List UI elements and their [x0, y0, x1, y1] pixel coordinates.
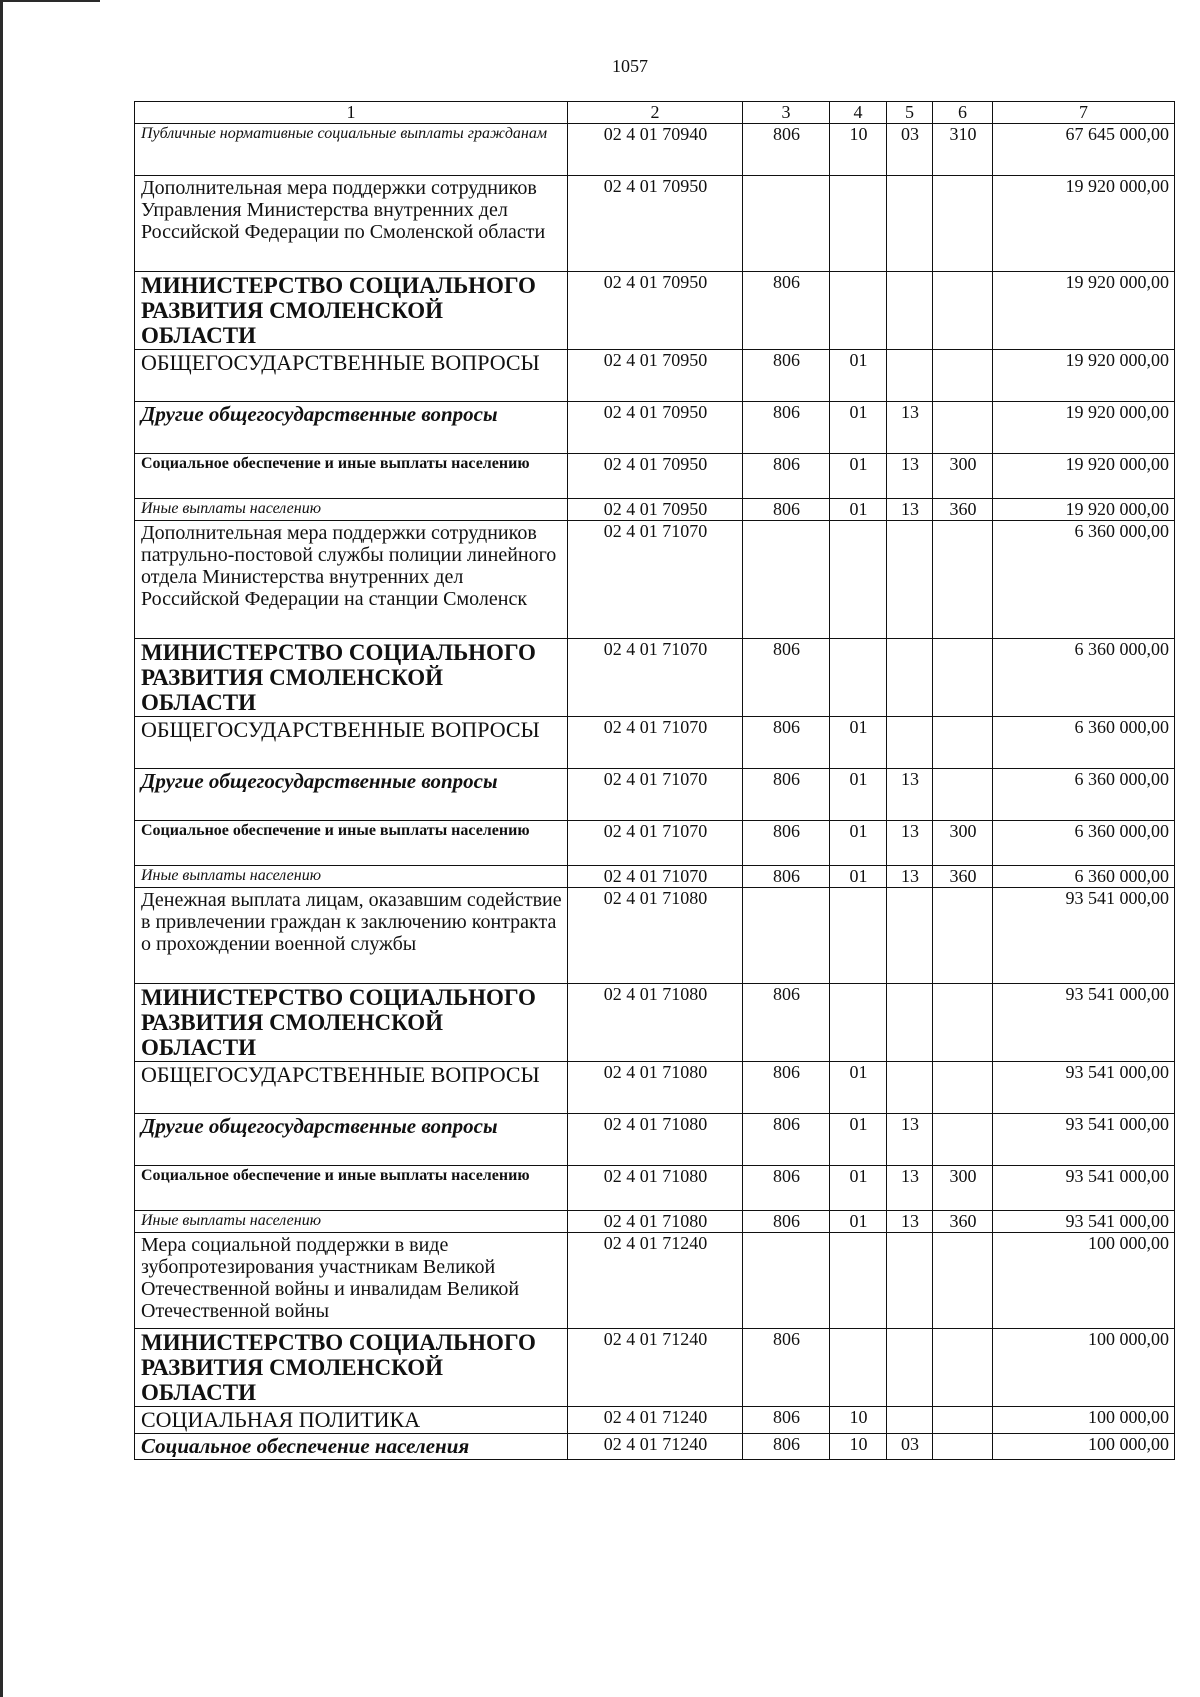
cell-name: МИНИСТЕРСТВО СОЦИАЛЬНОГО РАЗВИТИЯ СМОЛЕНСКОЙ ОБЛАСТИ — [135, 983, 568, 1061]
cell-name: ОБЩЕГОСУДАРСТВЕННЫЕ ВОПРОСЫ — [135, 1061, 568, 1113]
table-row — [135, 768, 1175, 820]
cell-target-code: 02 4 01 71240 — [568, 1232, 743, 1328]
cell-target-code: 02 4 01 71080 — [568, 1210, 743, 1232]
cell-expense-type — [933, 638, 993, 716]
cell-grbs: 806 — [743, 1165, 830, 1210]
cell-name: Другие общегосударственные вопросы — [135, 1113, 568, 1165]
cell-subsection: 03 — [887, 123, 933, 175]
cell-section — [830, 520, 887, 638]
cell-target-code: 02 4 01 70950 — [568, 349, 743, 401]
cell-target-code: 02 4 01 71240 — [568, 1433, 743, 1459]
cell-section: 10 — [830, 1406, 887, 1433]
cell-grbs — [743, 175, 830, 271]
table-row — [135, 1113, 1175, 1165]
cell-section — [830, 175, 887, 271]
cell-sum: 93 541 000,00 — [993, 1165, 1175, 1210]
cell-sum: 6 360 000,00 — [993, 716, 1175, 768]
cell-section: 01 — [830, 401, 887, 453]
cell-target-code: 02 4 01 71080 — [568, 887, 743, 983]
cell-section — [830, 271, 887, 349]
cell-section — [830, 1328, 887, 1406]
cell-target-code: 02 4 01 70950 — [568, 453, 743, 498]
cell-section: 01 — [830, 349, 887, 401]
header-col-sum: 7 — [993, 102, 1175, 124]
cell-grbs — [743, 887, 830, 983]
table-row — [135, 983, 1175, 1061]
cell-expense-type: 300 — [933, 820, 993, 865]
cell-target-code: 02 4 01 71070 — [568, 820, 743, 865]
cell-subsection: 13 — [887, 1113, 933, 1165]
cell-name: МИНИСТЕРСТВО СОЦИАЛЬНОГО РАЗВИТИЯ СМОЛЕНСКОЙ ОБЛАСТИ — [135, 1328, 568, 1406]
cell-section: 01 — [830, 1165, 887, 1210]
cell-expense-type — [933, 401, 993, 453]
cell-subsection — [887, 175, 933, 271]
cell-grbs: 806 — [743, 1061, 830, 1113]
cell-subsection: 13 — [887, 1210, 933, 1232]
cell-sum: 100 000,00 — [993, 1433, 1175, 1459]
cell-grbs: 806 — [743, 1210, 830, 1232]
cell-section: 01 — [830, 820, 887, 865]
table-row — [135, 271, 1175, 349]
cell-section — [830, 887, 887, 983]
cell-sum: 93 541 000,00 — [993, 1113, 1175, 1165]
cell-expense-type — [933, 1232, 993, 1328]
cell-target-code: 02 4 01 71070 — [568, 865, 743, 887]
cell-expense-type — [933, 1433, 993, 1459]
header-col-name: 1 — [135, 102, 568, 124]
table-row — [135, 498, 1175, 520]
cell-name: Мера социальной поддержки в виде зубопротезирования участникам Великой Отечественной войны и инвалидам Великой Отечественной войны — [135, 1232, 568, 1328]
cell-expense-type — [933, 349, 993, 401]
cell-grbs: 806 — [743, 271, 830, 349]
cell-subsection: 13 — [887, 401, 933, 453]
table-row — [135, 820, 1175, 865]
table-row — [135, 1061, 1175, 1113]
cell-name: Публичные нормативные социальные выплаты гражданам — [135, 123, 568, 175]
cell-sum: 93 541 000,00 — [993, 1210, 1175, 1232]
cell-name: СОЦИАЛЬНАЯ ПОЛИТИКА — [135, 1406, 568, 1433]
table-row — [135, 638, 1175, 716]
cell-expense-type: 360 — [933, 498, 993, 520]
cell-target-code: 02 4 01 71070 — [568, 716, 743, 768]
cell-section — [830, 638, 887, 716]
cell-expense-type — [933, 716, 993, 768]
cell-grbs — [743, 520, 830, 638]
cell-name: Социальное обеспечение и иные выплаты населению — [135, 1165, 568, 1210]
cell-target-code: 02 4 01 71070 — [568, 638, 743, 716]
table-row — [135, 1232, 1175, 1328]
cell-section: 10 — [830, 1433, 887, 1459]
cell-subsection: 13 — [887, 1165, 933, 1210]
cell-expense-type: 300 — [933, 453, 993, 498]
cell-target-code: 02 4 01 71080 — [568, 983, 743, 1061]
table-row — [135, 175, 1175, 271]
cell-target-code: 02 4 01 70940 — [568, 123, 743, 175]
cell-expense-type — [933, 1328, 993, 1406]
cell-sum: 19 920 000,00 — [993, 271, 1175, 349]
cell-grbs: 806 — [743, 453, 830, 498]
cell-sum: 19 920 000,00 — [993, 175, 1175, 271]
table-row — [135, 1406, 1175, 1433]
cell-sum: 6 360 000,00 — [993, 768, 1175, 820]
table-row — [135, 887, 1175, 983]
cell-expense-type — [933, 1406, 993, 1433]
cell-name: Иные выплаты населению — [135, 1210, 568, 1232]
cell-target-code: 02 4 01 71080 — [568, 1061, 743, 1113]
cell-sum: 100 000,00 — [993, 1406, 1175, 1433]
cell-sum: 19 920 000,00 — [993, 401, 1175, 453]
cell-sum: 93 541 000,00 — [993, 887, 1175, 983]
cell-sum: 19 920 000,00 — [993, 498, 1175, 520]
cell-name: Денежная выплата лицам, оказавшим содействие в привлечении граждан к заключению контракта о прохождении военной службы — [135, 887, 568, 983]
table-row — [135, 865, 1175, 887]
cell-grbs: 806 — [743, 401, 830, 453]
cell-section: 01 — [830, 1061, 887, 1113]
cell-expense-type — [933, 768, 993, 820]
table-body — [135, 123, 1175, 1459]
cell-grbs — [743, 1232, 830, 1328]
cell-subsection: 03 — [887, 1433, 933, 1459]
cell-subsection: 13 — [887, 865, 933, 887]
scan-edge-left — [0, 0, 3, 1697]
cell-section — [830, 983, 887, 1061]
cell-subsection: 13 — [887, 768, 933, 820]
cell-subsection: 13 — [887, 498, 933, 520]
cell-sum: 19 920 000,00 — [993, 453, 1175, 498]
cell-expense-type: 300 — [933, 1165, 993, 1210]
cell-grbs: 806 — [743, 716, 830, 768]
cell-grbs: 806 — [743, 1113, 830, 1165]
table-row — [135, 401, 1175, 453]
cell-subsection — [887, 520, 933, 638]
cell-name: Социальное обеспечение и иные выплаты населению — [135, 820, 568, 865]
cell-target-code: 02 4 01 71080 — [568, 1113, 743, 1165]
cell-name: ОБЩЕГОСУДАРСТВЕННЫЕ ВОПРОСЫ — [135, 349, 568, 401]
cell-name: Социальное обеспечение и иные выплаты населению — [135, 453, 568, 498]
cell-subsection — [887, 716, 933, 768]
cell-subsection — [887, 638, 933, 716]
cell-target-code: 02 4 01 71240 — [568, 1406, 743, 1433]
table-row — [135, 349, 1175, 401]
header-col-target-code: 2 — [568, 102, 743, 124]
cell-section: 01 — [830, 716, 887, 768]
cell-section: 01 — [830, 453, 887, 498]
page-number: 1057 — [612, 56, 648, 76]
header-col-subsection: 5 — [887, 102, 933, 124]
table-row — [135, 1433, 1175, 1459]
cell-sum: 100 000,00 — [993, 1232, 1175, 1328]
table-row — [135, 1210, 1175, 1232]
header-col-section: 4 — [830, 102, 887, 124]
cell-subsection — [887, 1406, 933, 1433]
cell-target-code: 02 4 01 70950 — [568, 271, 743, 349]
cell-subsection — [887, 1232, 933, 1328]
table-row — [135, 453, 1175, 498]
cell-section: 01 — [830, 1113, 887, 1165]
cell-subsection — [887, 983, 933, 1061]
cell-section: 01 — [830, 865, 887, 887]
cell-sum: 93 541 000,00 — [993, 1061, 1175, 1113]
cell-target-code: 02 4 01 71070 — [568, 520, 743, 638]
cell-subsection — [887, 271, 933, 349]
cell-sum: 6 360 000,00 — [993, 865, 1175, 887]
cell-sum: 6 360 000,00 — [993, 520, 1175, 638]
cell-grbs: 806 — [743, 123, 830, 175]
cell-expense-type — [933, 520, 993, 638]
cell-name: Другие общегосударственные вопросы — [135, 401, 568, 453]
cell-name: Иные выплаты населению — [135, 865, 568, 887]
cell-expense-type: 360 — [933, 865, 993, 887]
cell-expense-type — [933, 887, 993, 983]
cell-name: Иные выплаты населению — [135, 498, 568, 520]
cell-grbs: 806 — [743, 983, 830, 1061]
header-row — [135, 102, 1175, 124]
cell-expense-type — [933, 1113, 993, 1165]
cell-name: МИНИСТЕРСТВО СОЦИАЛЬНОГО РАЗВИТИЯ СМОЛЕНСКОЙ ОБЛАСТИ — [135, 638, 568, 716]
cell-target-code: 02 4 01 71070 — [568, 768, 743, 820]
budget-table — [134, 101, 1175, 1460]
cell-sum: 19 920 000,00 — [993, 349, 1175, 401]
cell-subsection — [887, 1328, 933, 1406]
table-row — [135, 520, 1175, 638]
cell-expense-type — [933, 1061, 993, 1113]
cell-grbs: 806 — [743, 1406, 830, 1433]
cell-section: 01 — [830, 498, 887, 520]
cell-target-code: 02 4 01 71080 — [568, 1165, 743, 1210]
cell-section: 01 — [830, 1210, 887, 1232]
table-row — [135, 123, 1175, 175]
cell-sum: 93 541 000,00 — [993, 983, 1175, 1061]
cell-grbs: 806 — [743, 1328, 830, 1406]
table-row — [135, 716, 1175, 768]
cell-grbs: 806 — [743, 1433, 830, 1459]
cell-grbs: 806 — [743, 498, 830, 520]
cell-grbs: 806 — [743, 768, 830, 820]
cell-target-code: 02 4 01 70950 — [568, 498, 743, 520]
cell-subsection — [887, 1061, 933, 1113]
table-row — [135, 1328, 1175, 1406]
cell-grbs: 806 — [743, 349, 830, 401]
table-row — [135, 1165, 1175, 1210]
cell-name: Дополнительная мера поддержки сотрудников патрульно-постовой службы полиции линейного отдела Министерства внутренних дел Российской Федерации на станции Смоленск — [135, 520, 568, 638]
cell-subsection: 13 — [887, 453, 933, 498]
cell-sum: 6 360 000,00 — [993, 638, 1175, 716]
cell-name: Другие общегосударственные вопросы — [135, 768, 568, 820]
cell-sum: 6 360 000,00 — [993, 820, 1175, 865]
cell-grbs: 806 — [743, 820, 830, 865]
cell-expense-type: 360 — [933, 1210, 993, 1232]
cell-grbs: 806 — [743, 638, 830, 716]
cell-grbs: 806 — [743, 865, 830, 887]
cell-target-code: 02 4 01 71240 — [568, 1328, 743, 1406]
cell-expense-type — [933, 175, 993, 271]
cell-target-code: 02 4 01 70950 — [568, 401, 743, 453]
cell-sum: 67 645 000,00 — [993, 123, 1175, 175]
cell-section — [830, 1232, 887, 1328]
cell-expense-type — [933, 983, 993, 1061]
cell-name: Социальное обеспечение населения — [135, 1433, 568, 1459]
cell-section: 10 — [830, 123, 887, 175]
header-col-expense-type: 6 — [933, 102, 993, 124]
header-col-grbs: 3 — [743, 102, 830, 124]
cell-subsection: 13 — [887, 820, 933, 865]
cell-expense-type — [933, 271, 993, 349]
cell-subsection — [887, 349, 933, 401]
cell-name: МИНИСТЕРСТВО СОЦИАЛЬНОГО РАЗВИТИЯ СМОЛЕНСКОЙ ОБЛАСТИ — [135, 271, 568, 349]
cell-section: 01 — [830, 768, 887, 820]
cell-target-code: 02 4 01 70950 — [568, 175, 743, 271]
cell-subsection — [887, 887, 933, 983]
scan-edge-top — [0, 0, 100, 2]
cell-expense-type: 310 — [933, 123, 993, 175]
cell-sum: 100 000,00 — [993, 1328, 1175, 1406]
cell-name: Дополнительная мера поддержки сотрудников Управления Министерства внутренних дел Российской Федерации по Смоленской области — [135, 175, 568, 271]
cell-name: ОБЩЕГОСУДАРСТВЕННЫЕ ВОПРОСЫ — [135, 716, 568, 768]
